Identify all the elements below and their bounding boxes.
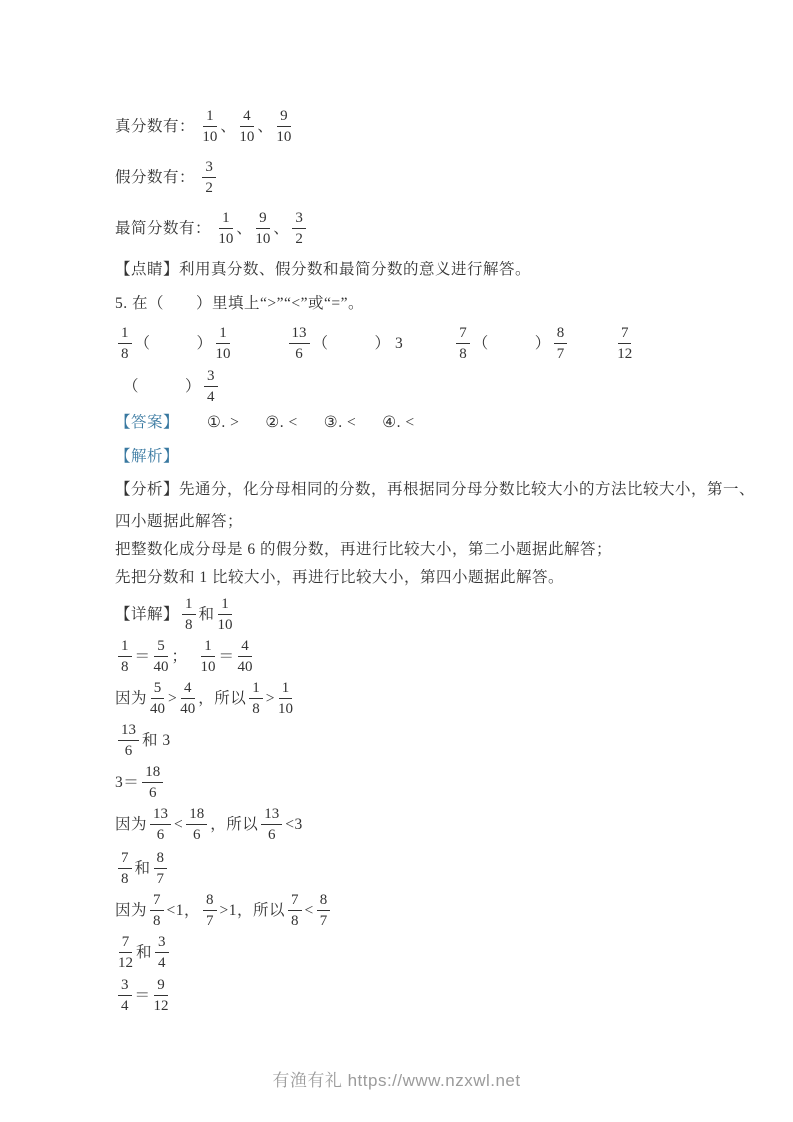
denominator: 4 <box>121 998 129 1014</box>
text-token: 因为 <box>115 689 148 707</box>
text-token: ） <box>374 334 391 352</box>
numerator: 3 <box>202 159 216 178</box>
numerator: 13 <box>118 722 139 741</box>
denominator: 6 <box>124 743 133 759</box>
denominator: 6 <box>268 827 276 843</box>
denominator: 8 <box>185 617 193 633</box>
denominator: 6 <box>295 346 303 362</box>
detail-line-conclusion-1 <box>115 680 296 717</box>
fraction <box>155 934 169 971</box>
text-token: 、 <box>220 117 237 135</box>
numerator: 1 <box>216 325 230 344</box>
denominator: 10 <box>200 659 216 675</box>
detail-line-convert-4 <box>115 977 172 1014</box>
spacer <box>356 423 382 424</box>
text-token: （ <box>134 334 151 352</box>
denominator: 7 <box>206 913 214 929</box>
analysis-paragraph-1 <box>115 480 755 500</box>
text-token: 、 <box>236 219 253 237</box>
denominator: 8 <box>459 346 467 362</box>
spacer <box>298 423 324 424</box>
text-token: 假分数有： <box>115 168 200 186</box>
fraction <box>617 325 632 362</box>
detail-line-convert-1 <box>115 638 256 675</box>
detail-line-compare-3 <box>115 850 170 887</box>
question-5-items-row <box>115 325 635 362</box>
denominator: 10 <box>276 129 292 145</box>
text-token: >1，所以 <box>219 901 286 919</box>
numerator: 1 <box>219 210 233 229</box>
text-token: 因为 <box>115 815 148 833</box>
fraction <box>278 680 293 717</box>
denominator: 2 <box>295 231 303 247</box>
simplest-fractions-line <box>115 210 309 247</box>
text-token: ＝ <box>218 647 235 665</box>
fraction <box>288 892 302 929</box>
fraction <box>118 325 132 362</box>
numerator: 1 <box>118 325 132 344</box>
detail-line-conclusion-2 <box>115 806 303 843</box>
detail-line-compare-2 <box>115 722 171 759</box>
denominator: 6 <box>193 827 201 843</box>
denominator: 7 <box>319 913 328 929</box>
footer-text: 有渔有礼 https://www.nzxwl.net <box>272 1071 521 1090</box>
numerator: 7 <box>119 934 133 953</box>
fraction <box>201 638 216 675</box>
numerator: 1 <box>218 596 232 615</box>
question-5-title <box>115 294 364 314</box>
fraction <box>203 892 217 929</box>
numerator: 3 <box>155 934 169 953</box>
text-token: 3＝ <box>115 773 140 791</box>
improper-fractions-line <box>115 159 219 196</box>
fraction <box>216 325 231 362</box>
numerator: 7 <box>118 850 132 869</box>
numerator: 9 <box>154 977 168 996</box>
spacer <box>188 656 198 657</box>
fraction <box>317 892 331 929</box>
text-token: ） <box>196 334 213 352</box>
proper-fractions-line <box>115 108 294 145</box>
numerator: 18 <box>142 764 163 783</box>
text-token: 因为 <box>115 901 148 919</box>
denominator: 8 <box>291 913 299 929</box>
fraction <box>118 850 132 887</box>
fraction <box>150 806 171 843</box>
fraction <box>182 596 196 633</box>
fraction <box>118 934 133 971</box>
spacer <box>329 343 375 344</box>
section-label: 【答案】 <box>115 414 180 431</box>
spacer <box>179 423 207 424</box>
analysis-header-line <box>115 447 179 467</box>
numerator: 7 <box>288 892 302 911</box>
text-token: 真分数有： <box>115 117 200 135</box>
numerator: 7 <box>618 325 632 344</box>
detail-line-compare-1 <box>115 596 236 633</box>
fraction <box>150 892 164 929</box>
fraction <box>118 722 139 759</box>
fraction <box>218 596 233 633</box>
fraction <box>142 764 163 801</box>
spacer <box>489 343 535 344</box>
text-token: 和 3 <box>142 731 171 749</box>
numerator: 5 <box>151 680 165 699</box>
fraction <box>180 680 195 717</box>
text-token: < <box>174 815 184 833</box>
analysis-paragraph-3 <box>115 540 612 560</box>
numerator: 7 <box>150 892 164 911</box>
fraction <box>118 977 132 1014</box>
text-token: 把整数化成分母是 6 的假分数，再进行比较大小，第二小题据此解答； <box>115 541 613 558</box>
text-token: <3 <box>285 815 303 833</box>
denominator: 8 <box>121 346 129 362</box>
fraction <box>276 108 291 145</box>
numerator: 13 <box>289 325 310 344</box>
denominator: 10 <box>218 231 234 247</box>
denominator: 40 <box>237 659 253 675</box>
key-point-line <box>115 260 531 280</box>
denominator: 4 <box>207 389 215 405</box>
numerator: 1 <box>203 108 217 127</box>
fraction <box>202 159 216 196</box>
denominator: 7 <box>156 871 165 887</box>
text-token: 【分析】先通分，化分母相同的分数，再根据同分母分数比较大小的方法比较大小，第一、 <box>115 481 756 498</box>
fraction <box>261 806 282 843</box>
detail-line-convert-2 <box>115 764 166 801</box>
denominator: 2 <box>205 180 213 196</box>
text-token: 、 <box>257 117 274 135</box>
analysis-paragraph-4 <box>115 568 564 588</box>
text-token: ） <box>534 334 551 352</box>
numerator: 9 <box>277 108 291 127</box>
text-token: （ <box>123 377 140 395</box>
detail-line-compare-4 <box>115 934 172 971</box>
denominator: 10 <box>217 617 233 633</box>
numerator: 18 <box>186 806 207 825</box>
text-token: 和 <box>134 859 151 877</box>
numerator: 8 <box>154 850 168 869</box>
numerator: 13 <box>150 806 171 825</box>
denominator: 10 <box>202 129 218 145</box>
text-token: ，所以 <box>198 689 247 707</box>
text-token: < <box>304 901 314 919</box>
question-5-items-row-2 <box>123 368 221 405</box>
denominator: 10 <box>255 231 271 247</box>
numerator: 1 <box>249 680 263 699</box>
fraction <box>154 977 169 1014</box>
spacer <box>234 343 286 344</box>
numerator: 3 <box>118 977 132 996</box>
numerator: 1 <box>182 596 196 615</box>
numerator: 1 <box>279 680 293 699</box>
spacer <box>151 343 197 344</box>
fraction <box>292 210 306 247</box>
denominator: 8 <box>252 701 260 717</box>
fraction <box>456 325 470 362</box>
text-token: 四小题据此解答； <box>115 513 244 530</box>
spacer <box>139 386 185 387</box>
fraction <box>289 325 310 362</box>
denominator: 4 <box>158 955 166 971</box>
analysis-paragraph-2 <box>115 512 243 532</box>
section-label: 【解析】 <box>115 448 180 465</box>
numerator: 3 <box>292 210 306 229</box>
text-token: ①. > <box>207 414 240 431</box>
denominator: 40 <box>150 701 166 717</box>
numerator: 5 <box>154 638 168 657</box>
answer-line <box>115 413 415 433</box>
numerator: 7 <box>456 325 470 344</box>
text-token: ，所以 <box>210 815 259 833</box>
numerator: 13 <box>261 806 282 825</box>
fraction <box>238 638 253 675</box>
text-token: ③. < <box>323 414 357 431</box>
denominator: 6 <box>156 827 165 843</box>
denominator: 10 <box>239 129 255 145</box>
fraction <box>154 850 168 887</box>
footer-watermark <box>0 1066 793 1091</box>
denominator: 40 <box>180 701 196 717</box>
numerator: 4 <box>181 680 195 699</box>
numerator: 3 <box>204 368 218 387</box>
denominator: 40 <box>153 659 169 675</box>
fraction <box>150 680 165 717</box>
fraction <box>239 108 254 145</box>
spacer <box>403 343 453 344</box>
fraction <box>204 368 218 405</box>
numerator: 8 <box>203 892 217 911</box>
numerator: 4 <box>240 108 254 127</box>
text-token: 和 <box>198 605 215 623</box>
text-token: ； <box>171 647 188 665</box>
fraction <box>249 680 263 717</box>
denominator: 8 <box>153 913 161 929</box>
denominator: 12 <box>118 955 133 971</box>
fraction <box>154 638 169 675</box>
text-token: > <box>265 689 276 707</box>
text-token: 3 <box>390 334 404 352</box>
text-token: 最简分数有： <box>115 219 216 237</box>
numerator: 1 <box>118 638 132 657</box>
numerator: 4 <box>238 638 252 657</box>
text-token: ④. < <box>382 414 415 431</box>
text-token: > <box>168 689 178 707</box>
text-token: ） <box>185 377 202 395</box>
denominator: 12 <box>153 998 169 1014</box>
text-token: 、 <box>273 219 290 237</box>
numerator: 8 <box>317 892 331 911</box>
numerator: 8 <box>554 325 568 344</box>
denominator: 7 <box>556 346 565 362</box>
text-token: 和 <box>136 943 153 961</box>
numerator: 1 <box>201 638 215 657</box>
denominator: 12 <box>617 346 633 362</box>
detail-line-conclusion-3 <box>115 892 333 929</box>
denominator: 10 <box>215 346 231 362</box>
spacer <box>239 423 265 424</box>
fraction <box>255 210 270 247</box>
fraction <box>554 325 568 362</box>
numerator: 9 <box>256 210 270 229</box>
fraction <box>118 638 132 675</box>
text-token: ＝ <box>134 986 151 1004</box>
text-token: 先把分数和 1 比较大小，再进行比较大小，第四小题据此解答。 <box>115 569 565 586</box>
denominator: 6 <box>149 785 157 801</box>
text-token: 【点睛】利用真分数、假分数和最简分数的意义进行解答。 <box>115 261 532 278</box>
fraction <box>186 806 207 843</box>
text-token: （ <box>472 334 489 352</box>
text-token: ＝ <box>134 647 151 665</box>
denominator: 10 <box>278 701 294 717</box>
spacer <box>570 343 614 344</box>
text-token: （ <box>312 334 329 352</box>
fraction <box>218 210 233 247</box>
denominator: 8 <box>121 871 129 887</box>
text-token: <1， <box>166 901 201 919</box>
denominator: 8 <box>121 659 129 675</box>
text-token: 【详解】 <box>115 605 180 623</box>
fraction <box>202 108 217 145</box>
text-token: 5. 在（ ）里填上“>”“<”或“=”。 <box>115 295 365 312</box>
text-token: ②. < <box>265 414 298 431</box>
